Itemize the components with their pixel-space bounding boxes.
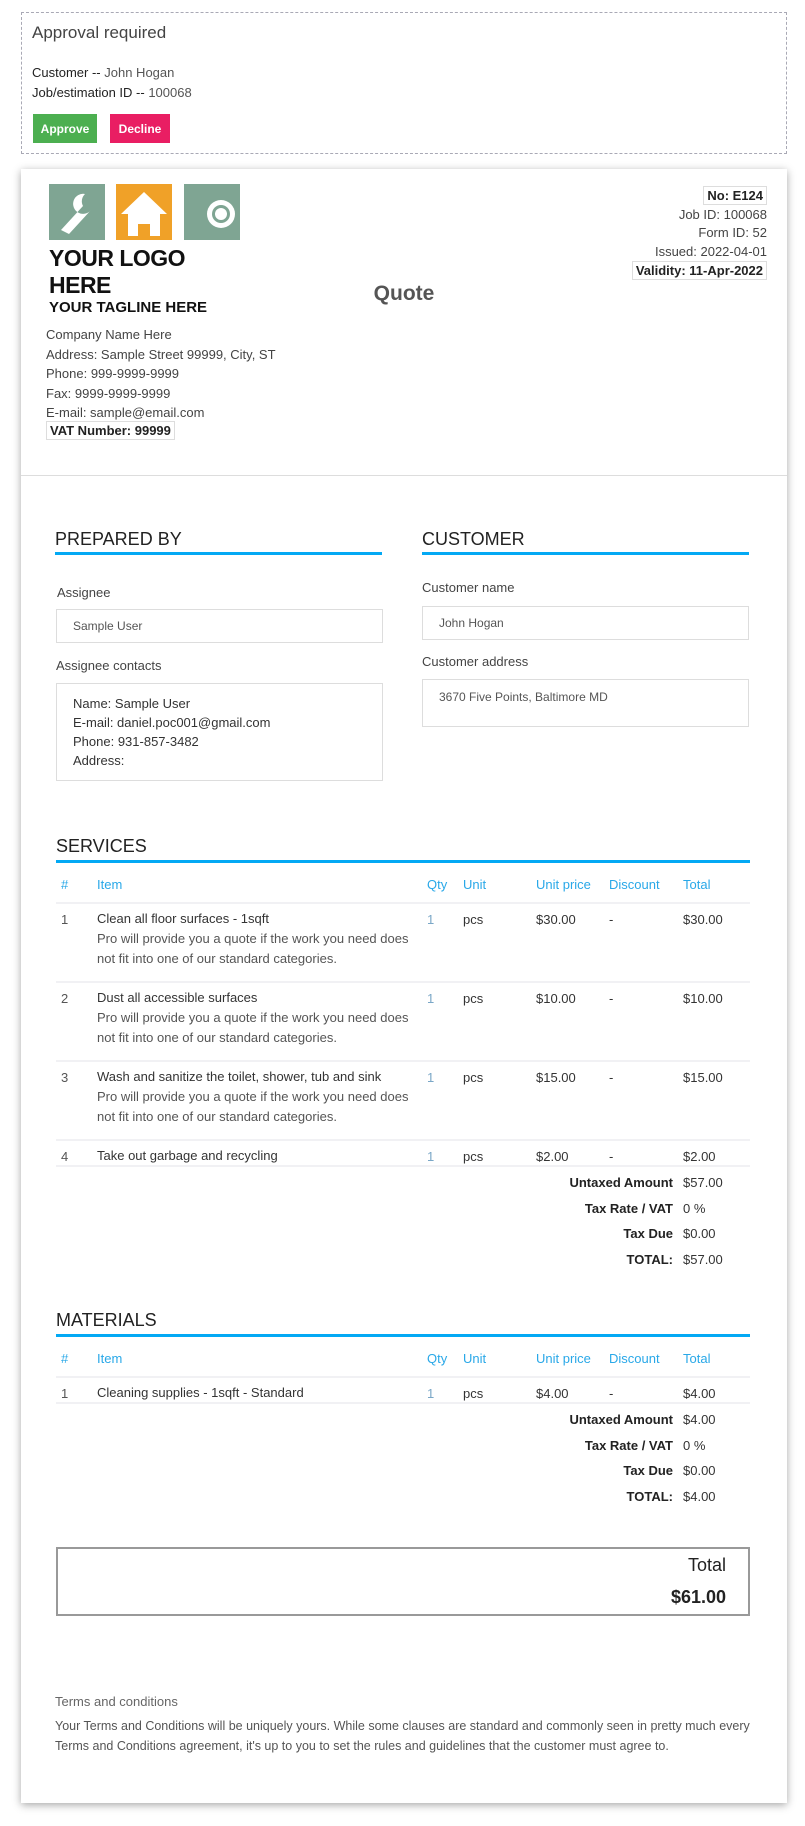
prepared-by-title: PREPARED BY <box>55 529 182 549</box>
company-phone: Phone: 999-9999-9999 <box>46 366 180 381</box>
customer-address-label: Customer address <box>422 654 529 669</box>
row-separator <box>56 981 750 983</box>
quote-number: No: E124 <box>703 186 767 205</box>
item-cell <box>97 1067 417 1127</box>
totals-label: Tax Rate / VAT <box>584 1437 673 1453</box>
totals-value: $0.00 <box>683 1463 716 1478</box>
item-unit: pcs <box>463 991 484 1006</box>
totals-value: 0 % <box>683 1200 706 1216</box>
assignee-label: Assignee <box>57 585 111 600</box>
totals-value: $57.00 <box>683 1175 723 1190</box>
item-discount: - <box>609 1070 614 1085</box>
column-header: Discount <box>609 877 660 892</box>
item-name: Cleaning supplies - 1sqft - Standard <box>97 1385 304 1400</box>
row-separator <box>56 1402 750 1404</box>
item-description: Pro will provide you a quote if the work you need does not fit into one of our standard categories. <box>97 1089 409 1124</box>
grand-total-box <box>56 1547 750 1616</box>
item-name: Clean all floor surfaces - 1sqft <box>97 911 269 926</box>
customer-title: CUSTOMER <box>422 529 525 549</box>
totals-label: Untaxed Amount <box>569 1175 673 1190</box>
contact-name: Name: Sample User <box>73 696 191 711</box>
logo-text: YOUR LOGO HERE <box>49 245 186 298</box>
totals-value: $57.00 <box>683 1251 723 1267</box>
column-header: Item <box>97 1351 123 1366</box>
item-total: $2.00 <box>683 1149 716 1164</box>
validity-date: Validity: 11-Apr-2022 <box>632 261 767 280</box>
page-title: Quote <box>373 282 435 305</box>
assignee-contacts-box[interactable] <box>56 683 383 781</box>
item-total: $15.00 <box>683 1070 723 1085</box>
section-underline <box>56 1334 750 1337</box>
row-separator <box>56 1060 750 1062</box>
column-header: Qty <box>427 1351 448 1366</box>
vat-number: VAT Number: 99999 <box>46 421 175 440</box>
company-fax: Fax: 9999-9999-9999 <box>46 386 171 401</box>
company-address: Address: Sample Street 99999, City, ST <box>46 347 276 362</box>
customer-name-label: Customer name <box>422 580 515 595</box>
column-header: # <box>61 877 69 892</box>
job-value: 100068 <box>148 85 192 100</box>
item-discount: - <box>609 1149 614 1164</box>
approval-customer <box>32 65 174 80</box>
item-n: 3 <box>61 1070 69 1085</box>
column-header: Unit <box>463 1351 487 1366</box>
totals-value: $0.00 <box>683 1226 716 1241</box>
item-cell <box>97 988 417 1048</box>
row-separator <box>56 1139 750 1141</box>
issued-date: Issued: 2022-04-01 <box>654 244 767 259</box>
section-underline <box>56 860 750 863</box>
customer-label: Customer -- <box>32 65 101 80</box>
item-cell <box>97 909 417 969</box>
column-header: # <box>61 1351 69 1366</box>
column-header: Total <box>683 1351 711 1366</box>
item-cell <box>97 1383 417 1403</box>
item-price: $4.00 <box>536 1386 569 1401</box>
company-logo <box>49 184 249 316</box>
job-id: Job ID: 100068 <box>678 207 767 222</box>
company-email: E-mail: sample@email.com <box>46 405 205 420</box>
item-price: $2.00 <box>536 1149 569 1164</box>
item-name: Take out garbage and recycling <box>97 1148 278 1163</box>
item-unit: pcs <box>463 912 484 927</box>
item-name: Dust all accessible surfaces <box>97 990 258 1005</box>
totals-label: Untaxed Amount <box>569 1412 673 1427</box>
row-separator <box>56 1165 750 1167</box>
totals-label: Tax Due <box>623 1226 673 1241</box>
grand-total-value: $61.00 <box>670 1587 726 1607</box>
services-title: SERVICES <box>56 836 147 856</box>
column-header: Unit price <box>536 1351 591 1366</box>
item-qty: 1 <box>427 1149 435 1164</box>
column-header: Qty <box>427 877 448 892</box>
contact-email: E-mail: daniel.poc001@gmail.com <box>73 715 271 730</box>
item-total: $30.00 <box>683 912 723 927</box>
item-price: $10.00 <box>536 991 576 1006</box>
divider <box>21 475 787 476</box>
column-header: Total <box>683 877 711 892</box>
quote-document <box>21 169 787 1803</box>
wrench-icon <box>49 184 105 240</box>
item-unit: pcs <box>463 1149 484 1164</box>
item-n: 4 <box>61 1149 69 1164</box>
totals-label: Tax Rate / VAT <box>584 1200 673 1216</box>
item-price: $30.00 <box>536 912 576 927</box>
customer-value: John Hogan <box>104 65 175 80</box>
item-price: $15.00 <box>536 1070 576 1085</box>
item-unit: pcs <box>463 1386 484 1401</box>
totals-value: $4.00 <box>683 1488 716 1504</box>
item-unit: pcs <box>463 1070 484 1085</box>
logo-icons <box>49 184 249 246</box>
grand-total-label: Total <box>687 1555 726 1575</box>
assignee-input[interactable]: Sample User <box>56 609 383 643</box>
contact-phone: Phone: 931-857-3482 <box>73 734 199 749</box>
approve-button[interactable]: Approve <box>33 114 97 143</box>
terms-text: Your Terms and Conditions will be uniquely yours. While some clauses are standard and commonly seen in pretty much every Terms and Conditions agreement, it's up to you to set the rules and guidelines that the customer must agree to. <box>55 1719 750 1753</box>
row-separator <box>56 902 750 904</box>
row-separator <box>56 1376 750 1378</box>
approval-job <box>32 85 192 100</box>
item-qty: 1 <box>427 991 435 1006</box>
job-label: Job/estimation ID -- <box>32 85 145 100</box>
item-discount: - <box>609 912 614 927</box>
item-total: $4.00 <box>683 1386 716 1401</box>
terms-title: Terms and conditions <box>55 1694 178 1709</box>
customer-name-input[interactable]: John Hogan <box>422 606 749 640</box>
item-n: 2 <box>61 991 69 1006</box>
logo-tagline: YOUR TAGLINE HERE <box>49 299 208 316</box>
column-header: Unit <box>463 877 487 892</box>
section-underline <box>55 552 382 555</box>
item-total: $10.00 <box>683 991 723 1006</box>
approval-title: Approval required <box>32 23 167 42</box>
item-n: 1 <box>61 1386 69 1401</box>
item-discount: - <box>609 1386 614 1401</box>
materials-title: MATERIALS <box>56 1310 157 1330</box>
totals-label: TOTAL: <box>626 1488 673 1504</box>
contact-address: Address: <box>73 753 125 768</box>
column-header: Unit price <box>536 877 591 892</box>
totals-label: Tax Due <box>623 1463 673 1478</box>
section-underline <box>422 552 749 555</box>
assignee-contacts-label: Assignee contacts <box>56 658 162 673</box>
item-name: Wash and sanitize the toilet, shower, tub and sink <box>97 1069 382 1084</box>
totals-value: $4.00 <box>683 1412 716 1427</box>
item-discount: - <box>609 991 614 1006</box>
item-n: 1 <box>61 912 69 927</box>
item-qty: 1 <box>427 1070 435 1085</box>
item-qty: 1 <box>427 1386 435 1401</box>
column-header: Discount <box>609 1351 660 1366</box>
customer-address-textarea[interactable]: 3670 Five Points, Baltimore MD <box>422 679 749 727</box>
company-name: Company Name Here <box>46 327 172 342</box>
column-header: Item <box>97 877 123 892</box>
item-description: Pro will provide you a quote if the work you need does not fit into one of our standard categories. <box>97 1010 409 1045</box>
item-description: Pro will provide you a quote if the work you need does not fit into one of our standard categories. <box>97 931 409 966</box>
totals-label: TOTAL: <box>626 1251 673 1267</box>
totals-value: 0 % <box>683 1437 706 1453</box>
item-cell <box>97 1146 417 1166</box>
approval-panel <box>21 12 787 154</box>
form-id: Form ID: 52 <box>698 225 767 240</box>
decline-button[interactable]: Decline <box>110 114 170 143</box>
item-qty: 1 <box>427 912 435 927</box>
